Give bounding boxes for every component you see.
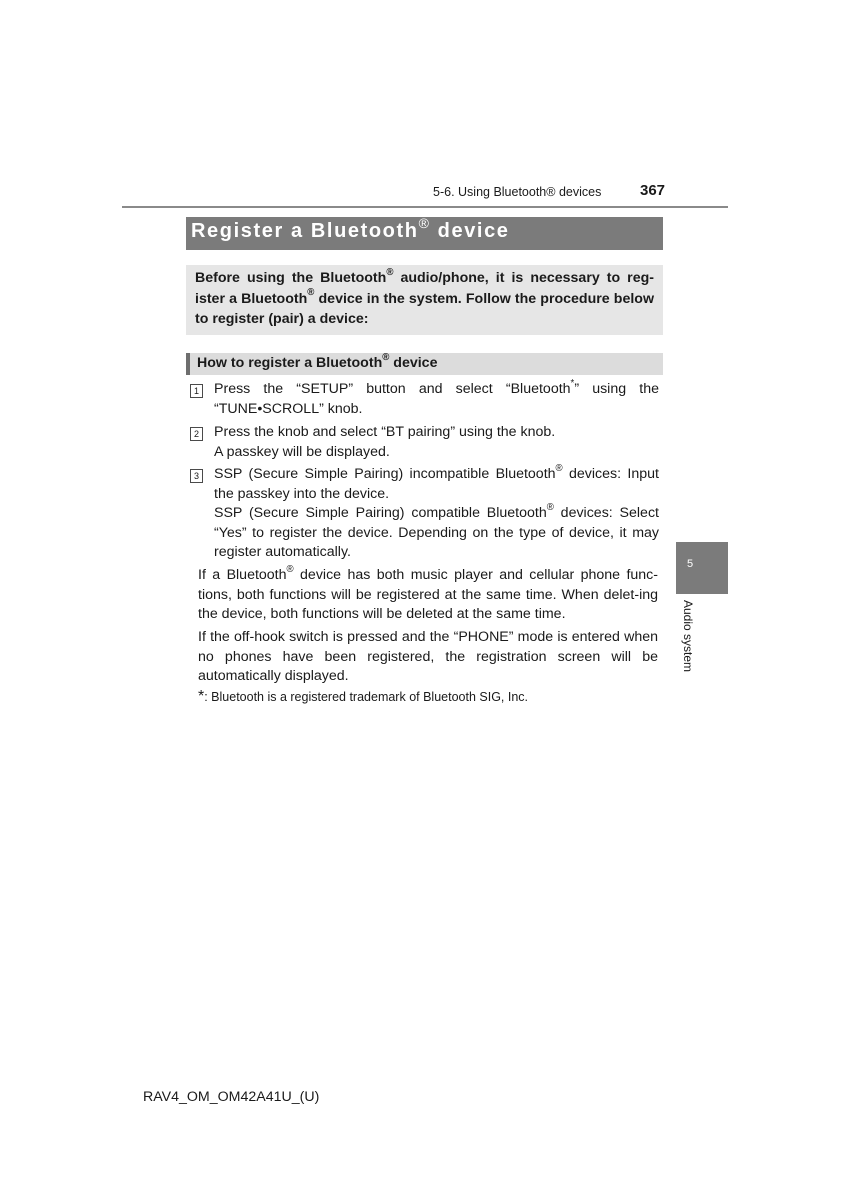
registered-mark: ® <box>546 501 554 513</box>
registered-mark: ® <box>386 266 394 278</box>
section-subheading <box>186 353 663 375</box>
note-text: If a Bluetooth <box>198 567 287 583</box>
intro-text: device in the system. Follow the procedure below to register (pair) a device: <box>195 290 654 327</box>
page-title <box>186 214 663 250</box>
subheading-text-after: device <box>389 355 438 371</box>
step-text-part: ” using the “TUNE•SCROLL” knob. <box>214 381 659 417</box>
intro-box <box>186 265 663 335</box>
asterisk-mark: * <box>570 377 575 389</box>
step-number: 1 <box>190 384 203 398</box>
note-text: If the off-hook switch is pressed and the “PHONE” mode is entered when no phones have been registered, the registration screen will be automatically displayed. <box>198 629 658 684</box>
step-text-part: devices: Select “Yes” to register the device. Depending on the type of device, it may register automatically. <box>214 505 659 560</box>
step-number: 3 <box>190 469 203 483</box>
asterisk-mark: * <box>198 688 205 705</box>
chapter-label: Audio system <box>681 600 695 673</box>
note-paragraph <box>198 563 659 625</box>
registered-mark: ® <box>555 462 563 474</box>
chapter-number: 5 <box>687 558 694 570</box>
document-code: RAV4_OM_OM42A41U_(U) <box>143 1089 320 1105</box>
step-paragraph <box>214 462 659 504</box>
step-line: A passkey will be displayed. <box>214 443 390 460</box>
step-text-part: SSP (Secure Simple Pairing) incompatible Bluetooth <box>214 466 556 482</box>
section-title: 5-6. Using Bluetooth® devices <box>433 185 602 199</box>
step-1 <box>190 377 659 419</box>
step-line: Press the knob and select “BT pairing” using the knob. <box>214 424 556 440</box>
step-paragraph <box>214 501 659 563</box>
step-text <box>214 423 659 462</box>
note-text: device has both music player and cellular phone func-tions, both functions will be registered at the same time. When delet-ing the device, both functions will be deleted at the same time. <box>198 567 659 622</box>
intro-text: audio/phone, it is necessary to reg-ister a Bluetooth <box>195 270 654 307</box>
note-paragraph <box>198 628 658 687</box>
registered-mark: ® <box>307 287 315 299</box>
step-2 <box>190 423 659 462</box>
step-number: 2 <box>190 427 203 441</box>
step-text <box>214 377 659 419</box>
title-text-after: device <box>430 220 510 242</box>
title-text: Register a Bluetooth <box>191 220 419 242</box>
footnote <box>198 688 528 706</box>
step-text <box>214 462 659 563</box>
step-text-part: Press the “SETUP” button and select “Bluetooth <box>214 381 571 397</box>
registered-mark: ® <box>286 563 294 575</box>
header-divider <box>122 206 728 208</box>
chapter-tab <box>676 542 728 594</box>
footnote-text: : Bluetooth is a registered trademark of Bluetooth SIG, Inc. <box>204 690 529 704</box>
registered-mark: ® <box>382 351 390 363</box>
step-3 <box>190 462 659 563</box>
step-text-part: SSP (Secure Simple Pairing) compatible Bluetooth <box>214 505 547 521</box>
page-number: 367 <box>640 182 666 199</box>
step-text-part: devices: Input the passkey into the device. <box>214 466 659 502</box>
subheading-text: How to register a Bluetooth <box>197 355 383 371</box>
title-registered-mark: ® <box>418 214 431 231</box>
intro-text: Before using the Bluetooth <box>195 270 387 286</box>
